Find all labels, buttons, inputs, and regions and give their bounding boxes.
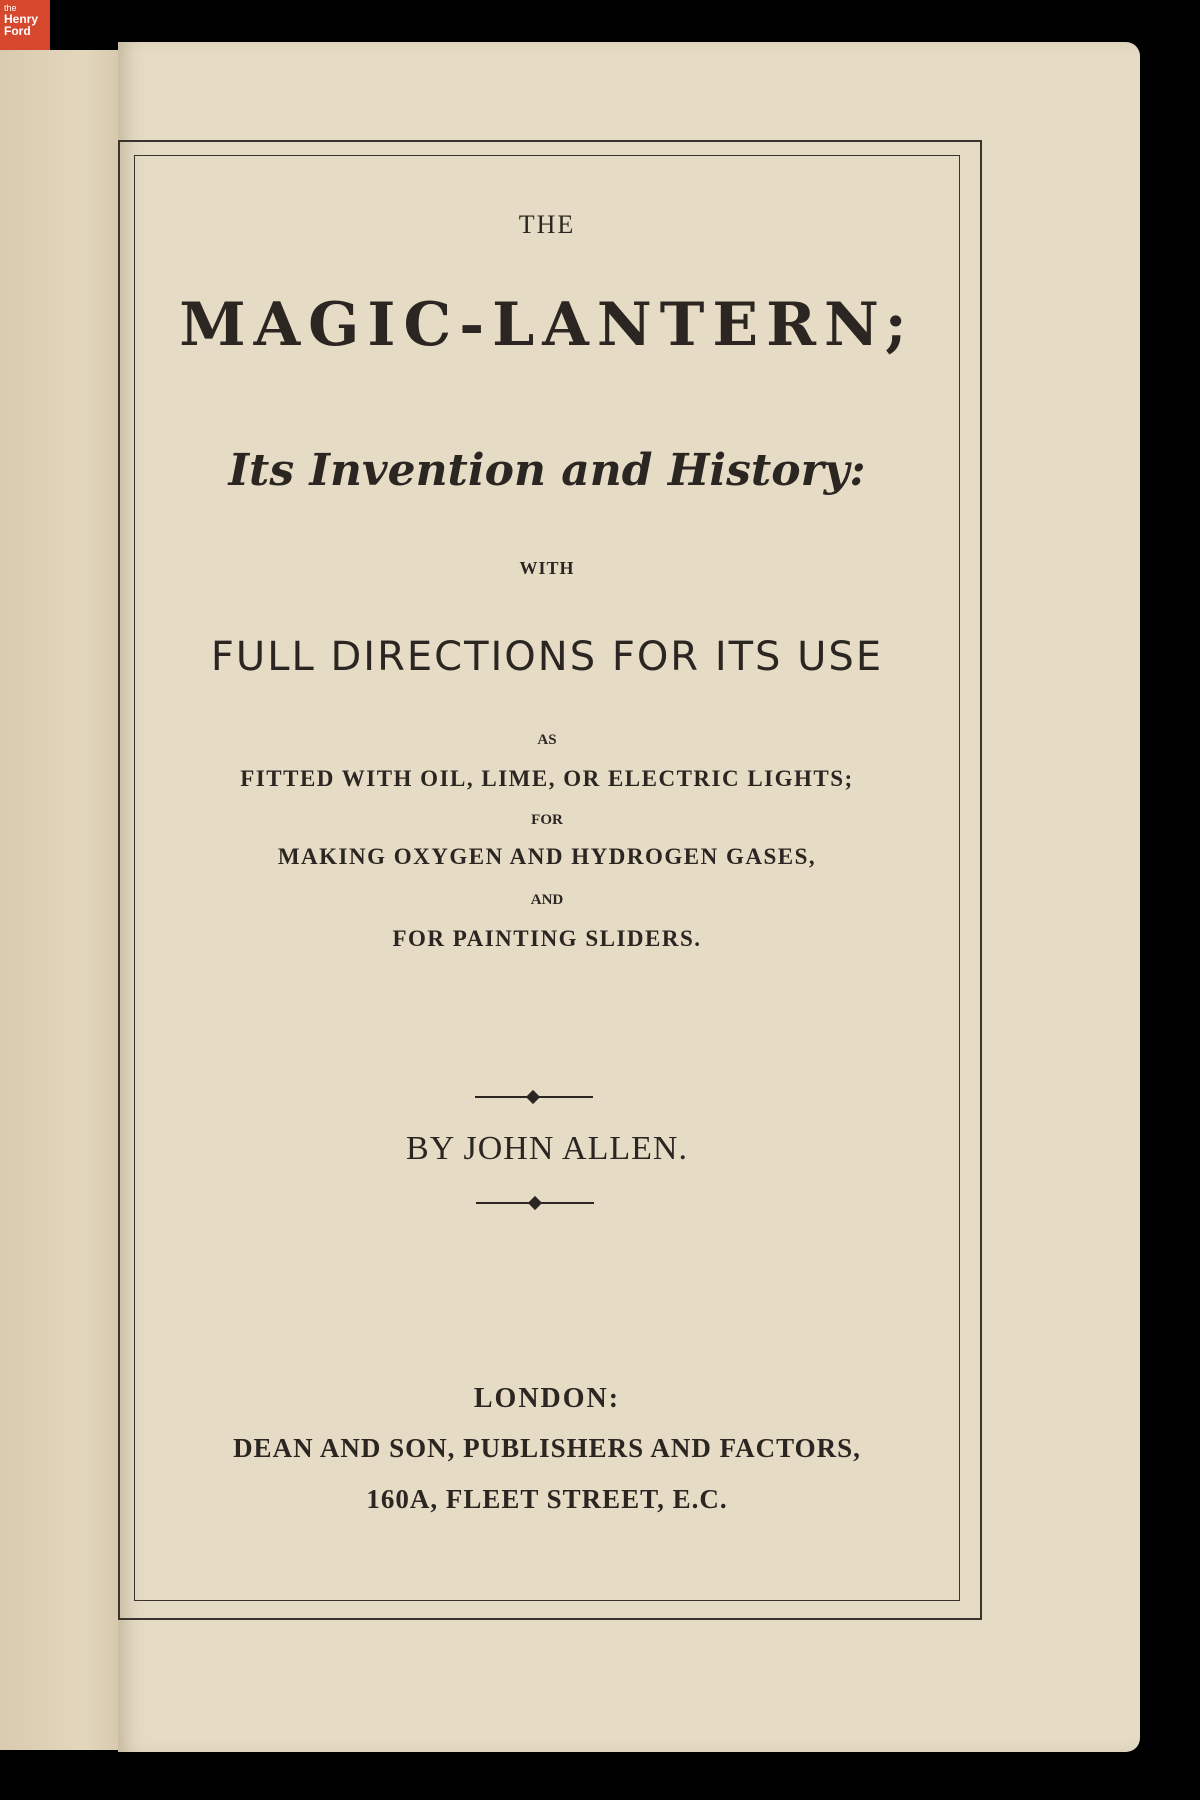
fitted-line: FITTED WITH OIL, LIME, OR ELECTRIC LIGHTS; (240, 766, 854, 791)
with-text: WITH (519, 558, 575, 578)
and-text: AND (530, 892, 564, 908)
logo-name: Henry Ford (4, 12, 39, 38)
directions-heading: FULL DIRECTIONS FOR ITS USE (210, 634, 884, 680)
subtitle: Its Invention and History: (228, 445, 866, 496)
imprint-city: LONDON: (473, 1383, 621, 1414)
imprint-publisher: DEAN AND SON, PUBLISHERS AND FACTORS, (233, 1433, 861, 1463)
painting-line: FOR PAINTING SLIDERS. (392, 926, 702, 951)
as-text: AS (537, 732, 557, 748)
making-line: MAKING OXYGEN AND HYDROGEN GASES, (277, 844, 817, 869)
imprint-address: 160A, FLEET STREET, E.C. (366, 1484, 728, 1514)
logo-small-text: the (4, 3, 17, 13)
for-text: FOR (531, 812, 563, 828)
title-article: THE (518, 210, 576, 239)
author-line: BY JOHN ALLEN. (406, 1130, 688, 1167)
henry-ford-logo (0, 0, 50, 50)
main-title: MAGIC-LANTERN; (179, 290, 915, 360)
